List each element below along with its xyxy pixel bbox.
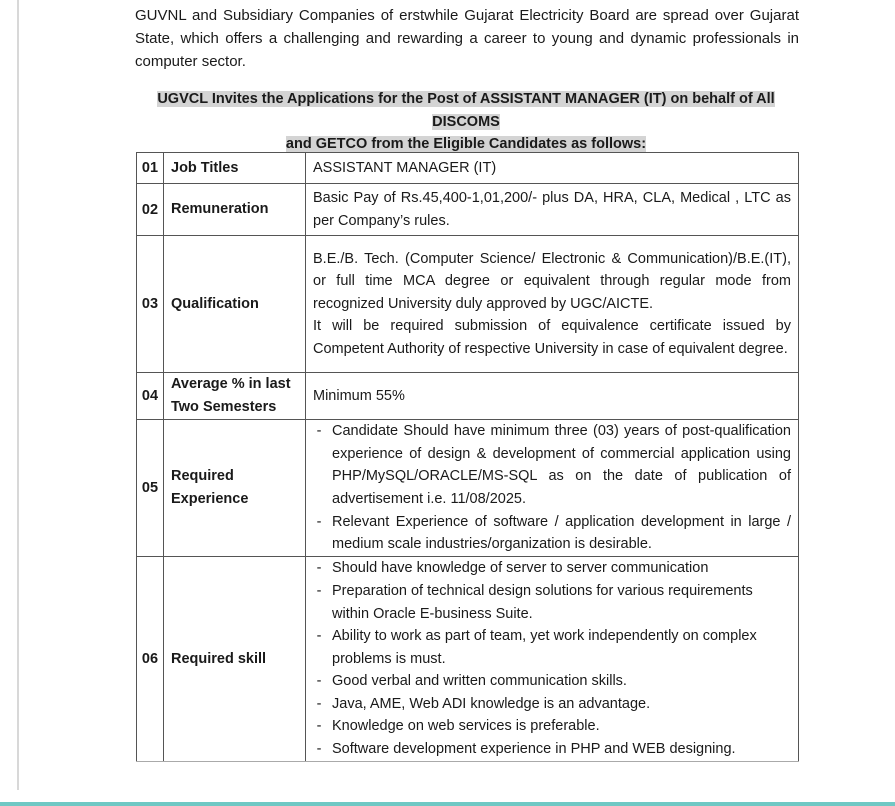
row-label-experience-line-1: Required (171, 468, 234, 484)
row-label-average-line-1: Average % in last (171, 376, 291, 392)
qualification-equivalence-text: It will be required submission of equivalence certificate issued by Competent Authority of respective University in case of equivalent degree. (313, 318, 791, 357)
list-item: - Software development experience in PHP and WEB designing. (316, 741, 736, 758)
row-label-qualification: Qualification (164, 236, 306, 373)
row-label-remuneration: Remuneration (164, 184, 306, 236)
job-details-table (136, 152, 799, 762)
row-number: 01 (137, 153, 164, 184)
list-item: - Good verbal and written communication skills. (316, 673, 627, 690)
table-row-experience (137, 420, 799, 557)
row-number: 03 (137, 236, 164, 373)
row-number: 06 (137, 557, 164, 762)
row-label-average-line-2: Two Semesters (171, 399, 277, 415)
table-row-remuneration (137, 184, 799, 236)
job-title-value: ASSISTANT MANAGER (IT) (306, 153, 799, 184)
list-item: - Knowledge on web services is preferable. (316, 718, 600, 735)
row-label-experience-line-2: Experience (171, 491, 249, 507)
list-item: - Java, AME, Web ADI knowledge is an advantage. (316, 695, 651, 712)
remuneration-value: Basic Pay of Rs.45,400-1,01,200/- plus DA, HRA, CLA, Medical , LTC as per Company’s rules. (313, 189, 791, 229)
table-row-qualification (137, 236, 799, 373)
row-number: 02 (137, 184, 164, 236)
table-row-job-title (137, 153, 799, 184)
list-item: - Candidate Should have minimum three (03) years of post-qualification experience of design & development of commercial application using PHP/MySQL/ORACLE/MS-SQL as on the date of publication of advertisement i.e. 11/08/2025. (316, 423, 791, 507)
qualification-degree-text: B.E./B. Tech. (Computer Science/ Electronic & Communication)/B.E.(IT), or full time MCA degree or equivalent through regular mode from recognized University duly approved by UGC/AICTE. (313, 250, 791, 312)
intro-paragraph: GUVNL and Subsidiary Companies of erstwhile Gujarat Electricity Board are spread over Gujarat State, which offers a challenging and rewarding a career to young and dynamic professionals in computer sector. (135, 7, 799, 70)
heading-line-2: and GETCO from the Eligible Candidates as follows: (285, 136, 647, 152)
average-percent-value: Minimum 55% (306, 373, 799, 420)
skills-list (313, 557, 791, 760)
row-label-required-skill: Required skill (164, 557, 306, 762)
list-item: - Should have knowledge of server to server communication (316, 560, 709, 577)
table-row-average-percent (137, 373, 799, 420)
bottom-accent-rule (0, 802, 895, 806)
list-item: - Preparation of technical design solutions for various requirements within Oracle E-business Suite. (316, 582, 753, 622)
heading-line-1: UGVCL Invites the Applications for the Post of ASSISTANT MANAGER (IT) on behalf of All DISCOMS (157, 91, 775, 130)
row-number: 05 (137, 420, 164, 557)
list-item: - Ability to work as part of team, yet work independently on complex problems is must. (316, 628, 757, 667)
table-row-skills (137, 557, 799, 762)
experience-list (313, 420, 791, 556)
row-label-job-titles: Job Titles (164, 153, 306, 184)
row-number: 04 (137, 373, 164, 420)
recruitment-heading (130, 88, 802, 156)
left-margin-rule (17, 0, 19, 790)
list-item: - Relevant Experience of software / application development in large / medium scale industries/organization is desirable. (316, 513, 791, 553)
